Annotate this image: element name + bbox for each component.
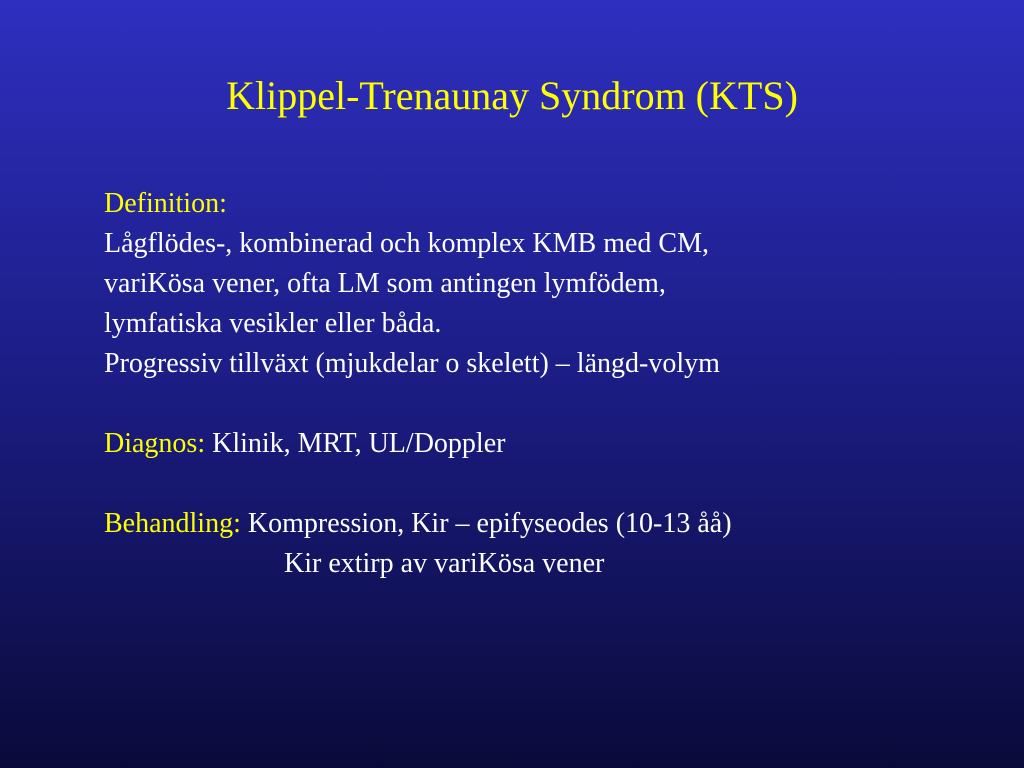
definition-line-3: lymfatiska vesikler eller båda. [104, 308, 442, 339]
behandling-label: Behandling: [104, 508, 241, 539]
definition-label: Definition: [104, 188, 227, 219]
spacer [104, 384, 984, 424]
definition-line-1: Lågflödes-, kombinerad och komplex KMB med CM, [104, 228, 710, 259]
diagnos-text: Klinik, MRT, UL/Doppler [212, 428, 506, 459]
behandling-continuation: Kir extirp av variKösa vener [284, 548, 605, 579]
definition-line-2: variKösa vener, ofta LM som antingen lymfödem, [104, 268, 666, 299]
slide-body [104, 184, 984, 584]
diagnos-row [104, 424, 984, 464]
spacer [104, 464, 984, 504]
diagnos-label: Diagnos: [104, 428, 206, 459]
definition-line-4: Progressiv tillväxt (mjukdelar o skelett) – längd-volym [104, 348, 720, 379]
behandling-row [104, 504, 984, 544]
slide-title: Klippel-Trenaunay Syndrom (KTS) [226, 73, 798, 118]
behandling-text: Kompression, Kir – epifyseodes (10-13 åå) [247, 508, 732, 539]
